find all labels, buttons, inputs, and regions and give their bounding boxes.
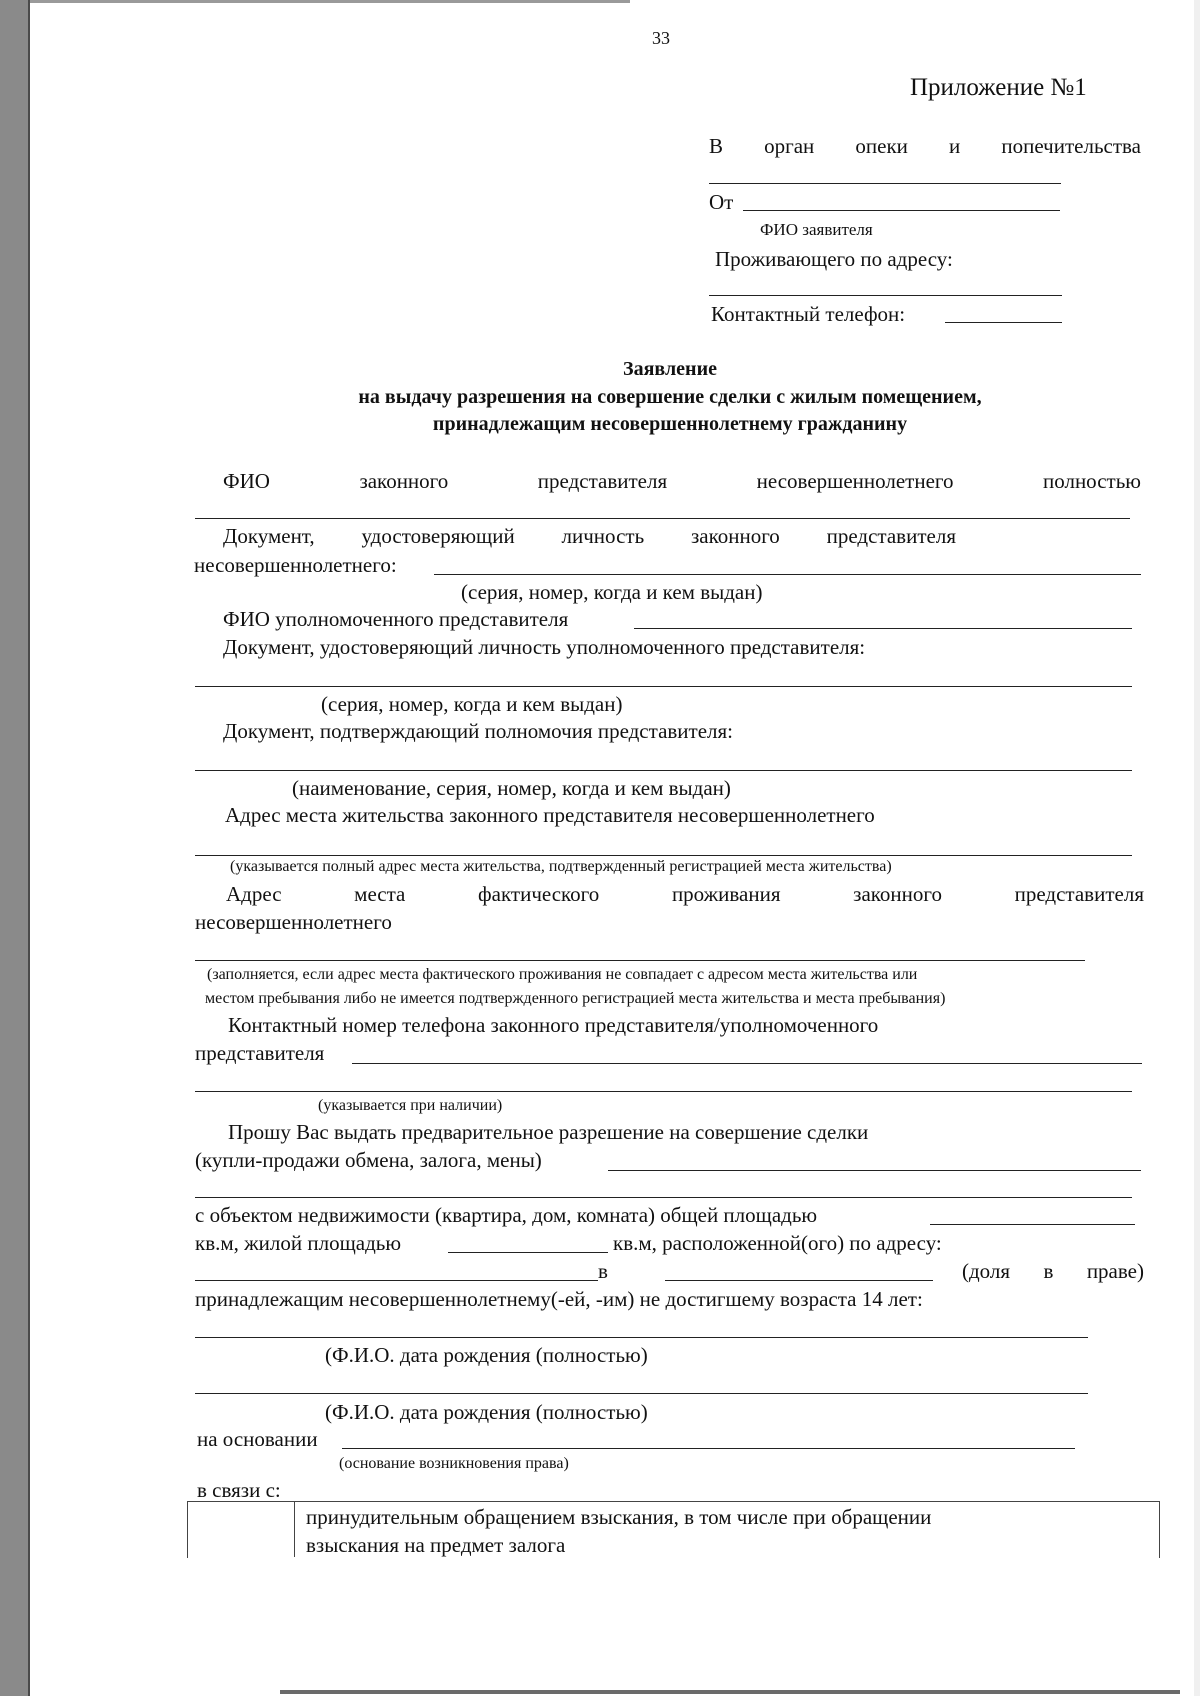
address-fact-label <box>226 882 1144 907</box>
scan-edge-left <box>0 0 28 1696</box>
addressee-fill-line[interactable] <box>709 183 1061 184</box>
minors-label: принадлежащим несовершеннолетнему(-ей, -им) не достигшему возраста 14 лет: <box>195 1287 923 1311</box>
fio-authorized-field[interactable] <box>634 628 1132 629</box>
word: личность <box>561 524 645 548</box>
word: Документ, <box>223 524 315 548</box>
address-fact-label-2: несовершеннолетнего <box>195 910 392 934</box>
word: фактического <box>478 882 600 906</box>
from-label: От <box>709 190 734 214</box>
contact-hint: (указывается при наличии) <box>318 1097 503 1114</box>
document-title-line3: принадлежащим несовершеннолетнему гражданину <box>432 413 908 435</box>
word: (доля <box>962 1259 1011 1283</box>
word: удостоверяющий <box>361 524 515 548</box>
addressee-line <box>709 134 1141 159</box>
reason-1-text-2: взыскания на предмет залога <box>306 1533 566 1557</box>
doc-power-hint: (наименование, серия, номер, когда и кем выдан) <box>292 776 731 800</box>
to-word: опеки <box>855 134 908 158</box>
object-label: с объектом недвижимости (квартира, дом, комната) общей площадью <box>195 1203 818 1227</box>
doc-authorized-field[interactable] <box>195 686 1132 687</box>
reason-1-text: принудительным обращением взыскания, в том числе при обращении <box>306 1505 932 1529</box>
share-in-label: в <box>598 1259 608 1283</box>
doc-authorized-hint: (серия, номер, когда и кем выдан) <box>321 692 623 716</box>
due-to-label: в связи с: <box>197 1478 281 1502</box>
doc-representative-field[interactable] <box>434 574 1141 575</box>
word: представителя <box>537 469 668 493</box>
word: несовершеннолетнего <box>756 469 954 493</box>
word: в <box>1043 1259 1054 1283</box>
contact-field-2[interactable] <box>195 1091 1132 1092</box>
to-word: и <box>949 134 961 158</box>
share-field[interactable] <box>665 1280 933 1281</box>
doc-representative-hint: (серия, номер, когда и кем выдан) <box>461 580 763 604</box>
doc-representative-label <box>223 524 956 549</box>
object-address-field[interactable] <box>195 1280 598 1281</box>
phone-field[interactable] <box>945 322 1062 323</box>
applicant-fio-field[interactable] <box>743 210 1060 211</box>
basis-label: на основании <box>197 1427 318 1451</box>
document-title: Заявление <box>623 358 717 380</box>
word: праве) <box>1086 1259 1144 1283</box>
basis-hint: (основание возникновения права) <box>339 1455 569 1472</box>
word: представителя <box>826 524 956 548</box>
address-fact-field[interactable] <box>195 960 1085 961</box>
to-word: орган <box>764 134 815 158</box>
page-number: 33 <box>652 28 670 48</box>
word: полностью <box>1043 469 1141 493</box>
address-reg-hint: (указывается полный адрес места жительства, подтвержденный регистрацией места жительства) <box>230 858 892 875</box>
document-title-line2: на выдачу разрешения на совершение сделки с жилым помещением, <box>358 386 982 408</box>
address-fact-hint-2: местом пребывания либо не имеется подтвержденного регистрацией места жительства и места пребывания) <box>205 990 946 1007</box>
word: ФИО <box>223 469 270 493</box>
contact-label: Контактный номер телефона законного представителя/уполномоченного <box>228 1013 879 1037</box>
address-fact-hint-1: (заполняется, если адрес места фактического проживания не совпадает с адресом места жительства или <box>207 966 918 983</box>
applicant-fio-hint: ФИО заявителя <box>760 220 873 239</box>
phone-label: Контактный телефон: <box>711 302 906 326</box>
word: законного <box>853 882 942 906</box>
fio-representative-field[interactable] <box>195 518 1130 519</box>
address-reg-field[interactable] <box>195 855 1132 856</box>
doc-power-label: Документ, подтверждающий полномочия представителя: <box>223 719 734 743</box>
word: представителя <box>1014 882 1144 906</box>
minor-1-hint: (Ф.И.О. дата рождения (полностью) <box>325 1343 648 1367</box>
to-word: В <box>709 134 724 158</box>
word: законного <box>359 469 449 493</box>
word: Адрес <box>226 882 282 906</box>
doc-power-field[interactable] <box>195 770 1132 771</box>
doc-representative-label-2: несовершеннолетнего: <box>194 553 397 577</box>
total-area-field[interactable] <box>930 1224 1135 1225</box>
minor-1-field[interactable] <box>195 1337 1088 1338</box>
share-label <box>962 1259 1144 1284</box>
word: проживания <box>671 882 781 906</box>
request-label-2: (купли-продажи обмена, залога, мены) <box>195 1148 542 1172</box>
contact-field[interactable] <box>352 1063 1142 1064</box>
living-area-label: кв.м, жилой площадью <box>195 1231 402 1255</box>
word: законного <box>690 524 780 548</box>
location-label: кв.м, расположенной(ого) по адресу: <box>613 1231 942 1255</box>
to-word: попечительства <box>1001 134 1141 158</box>
deal-type-field[interactable] <box>608 1170 1141 1171</box>
scan-edge-bottom <box>280 1690 1180 1694</box>
minor-2-field[interactable] <box>195 1393 1088 1394</box>
word: места <box>354 882 406 906</box>
fio-representative-label <box>223 469 1141 494</box>
address-reg-label: Адрес места жительства законного представителя несовершеннолетнего <box>225 803 875 827</box>
minor-2-hint: (Ф.И.О. дата рождения (полностью) <box>325 1400 648 1424</box>
reason-1-checkbox[interactable] <box>188 1502 293 1556</box>
living-area-field[interactable] <box>448 1252 608 1253</box>
request-label: Прошу Вас выдать предварительное разрешение на совершение сделки <box>228 1120 869 1144</box>
appendix-label: Приложение №1 <box>910 74 1087 101</box>
scan-edge-top <box>30 0 630 3</box>
residing-label: Проживающего по адресу: <box>715 247 953 271</box>
reasons-table-divider <box>294 1501 295 1557</box>
basis-field[interactable] <box>342 1448 1075 1449</box>
fio-authorized-label: ФИО уполномоченного представителя <box>223 607 569 631</box>
doc-authorized-label: Документ, удостоверяющий личность уполномоченного представителя: <box>223 635 866 659</box>
scan-edge-shadow <box>28 0 30 1696</box>
deal-type-field-2[interactable] <box>195 1197 1132 1198</box>
contact-label-2: представителя <box>195 1041 325 1065</box>
address-field[interactable] <box>709 295 1062 296</box>
scan-edge-right <box>1194 0 1200 1696</box>
